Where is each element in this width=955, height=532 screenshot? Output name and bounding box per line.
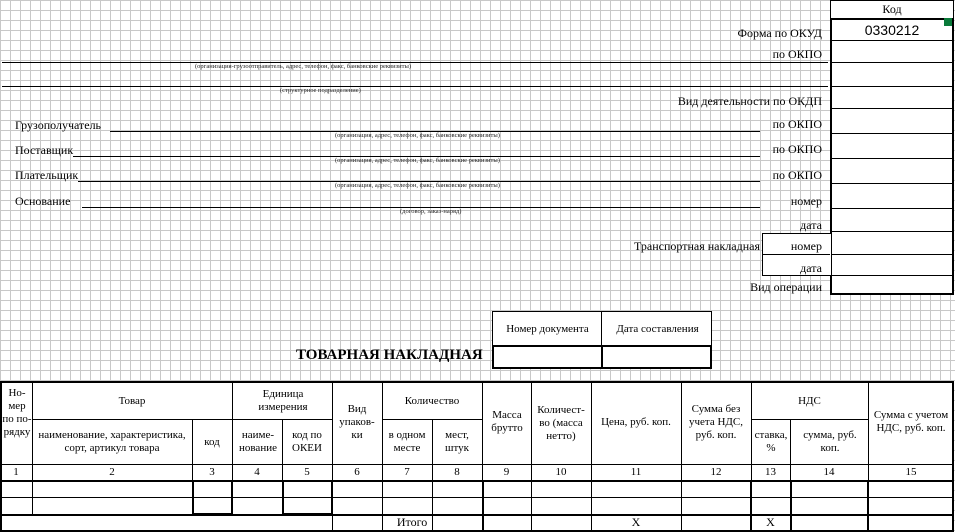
col-number: 12 (710, 466, 722, 478)
okpo-label-2: по ОКПО (772, 117, 822, 131)
price-x-mark: X (631, 515, 641, 529)
col-number: 9 (503, 466, 510, 478)
col-number: 5 (304, 466, 310, 478)
number-label-1: номер (790, 194, 822, 208)
col-unit-header: Единица измерения (258, 388, 308, 413)
col-number: 2 (109, 466, 115, 478)
col-qty-header: Количество (404, 394, 460, 407)
supplier-hint: (организация, адрес, телефон, факс, банковские реквизиты) (335, 157, 500, 164)
okpo-label-1: по ОКПО (772, 47, 822, 61)
col-pack-header: Вид упаков-ки (339, 402, 375, 441)
col-number: 14 (823, 466, 835, 478)
col-number: 4 (254, 466, 260, 478)
consignee-hint: (организация, адрес, телефон, факс, банковские реквизиты) (335, 132, 500, 139)
col-vat-sum-header: сумма, руб. коп. (803, 429, 857, 454)
vat-rate-x-mark: X (766, 515, 775, 529)
col-num-header: Но-мер по по-рядку (2, 387, 32, 438)
operation-label: Вид операции (750, 280, 822, 294)
col-vat-rate-header: ставка, % (754, 429, 788, 454)
col-goods-header: Товар (118, 394, 146, 407)
page-title: ТОВАРНАЯ НАКЛАДНАЯ (296, 347, 483, 363)
col-qty-places-header: мест, штук (445, 429, 469, 454)
col-number: 1 (13, 466, 19, 478)
doc-date-label: Дата составления (616, 322, 699, 335)
col-goods-code-header: код (204, 435, 220, 448)
corner-mark (944, 18, 952, 26)
col-gross-header: Масса брутто (491, 409, 523, 434)
basis-hint: (договор, заказ-наряд) (400, 208, 462, 215)
supplier-label: Поставщик (15, 143, 74, 157)
basis-label: Основание (15, 194, 71, 208)
col-net-header: Количест-во (масса нетто) (537, 403, 585, 442)
payer-label: Плательщик (15, 168, 79, 182)
okud-label: Форма по ОКУД (737, 26, 822, 40)
doc-number-label: Номер документа (506, 322, 589, 335)
date-label-2: дата (800, 261, 822, 275)
number-label-2: номер (790, 239, 822, 253)
col-sum-vat-header: Сумма с учетом НДС, руб. коп. (873, 409, 949, 434)
col-sum-no-vat-header: Сумма без учета НДС, руб. коп. (688, 402, 744, 441)
transport-label: Транспортная накладная (634, 239, 760, 253)
total-label: Итого (396, 515, 428, 529)
okud-code-value: 0330212 (864, 22, 920, 38)
col-number: 3 (209, 466, 215, 478)
col-number: 10 (555, 466, 567, 478)
col-number: 8 (454, 466, 460, 478)
okpo-label-4: по ОКПО (772, 168, 822, 182)
col-vat-header: НДС (798, 394, 821, 407)
col-number: 11 (630, 466, 642, 478)
col-number: 15 (905, 466, 917, 478)
col-qty-one-header: в одном месте (388, 429, 426, 454)
col-goods-name-header: наименование, характеристика, сорт, артикул товара (38, 429, 186, 454)
col-unit-okei-header: код по ОКЕИ (292, 429, 322, 454)
payer-hint: (организация, адрес, телефон, факс, банковские реквизиты) (335, 182, 500, 189)
col-price-header: Цена, руб. коп. (601, 415, 671, 428)
date-label-1: дата (800, 218, 822, 232)
consignee-label: Грузополучатель (15, 118, 102, 132)
col-number: 7 (404, 466, 410, 478)
division-hint: (структурное подразделение) (280, 87, 361, 94)
code-header: Код (882, 2, 902, 16)
shipper-hint: (организация-грузоотправитель, адрес, телефон, факс, банковские реквизиты) (195, 63, 411, 70)
okdp-label: Вид деятельности по ОКДП (677, 94, 822, 108)
okpo-label-3: по ОКПО (772, 142, 822, 156)
col-unit-name-header: наиме-нование (239, 429, 277, 454)
col-number: 13 (765, 466, 776, 478)
col-number: 6 (354, 466, 360, 478)
